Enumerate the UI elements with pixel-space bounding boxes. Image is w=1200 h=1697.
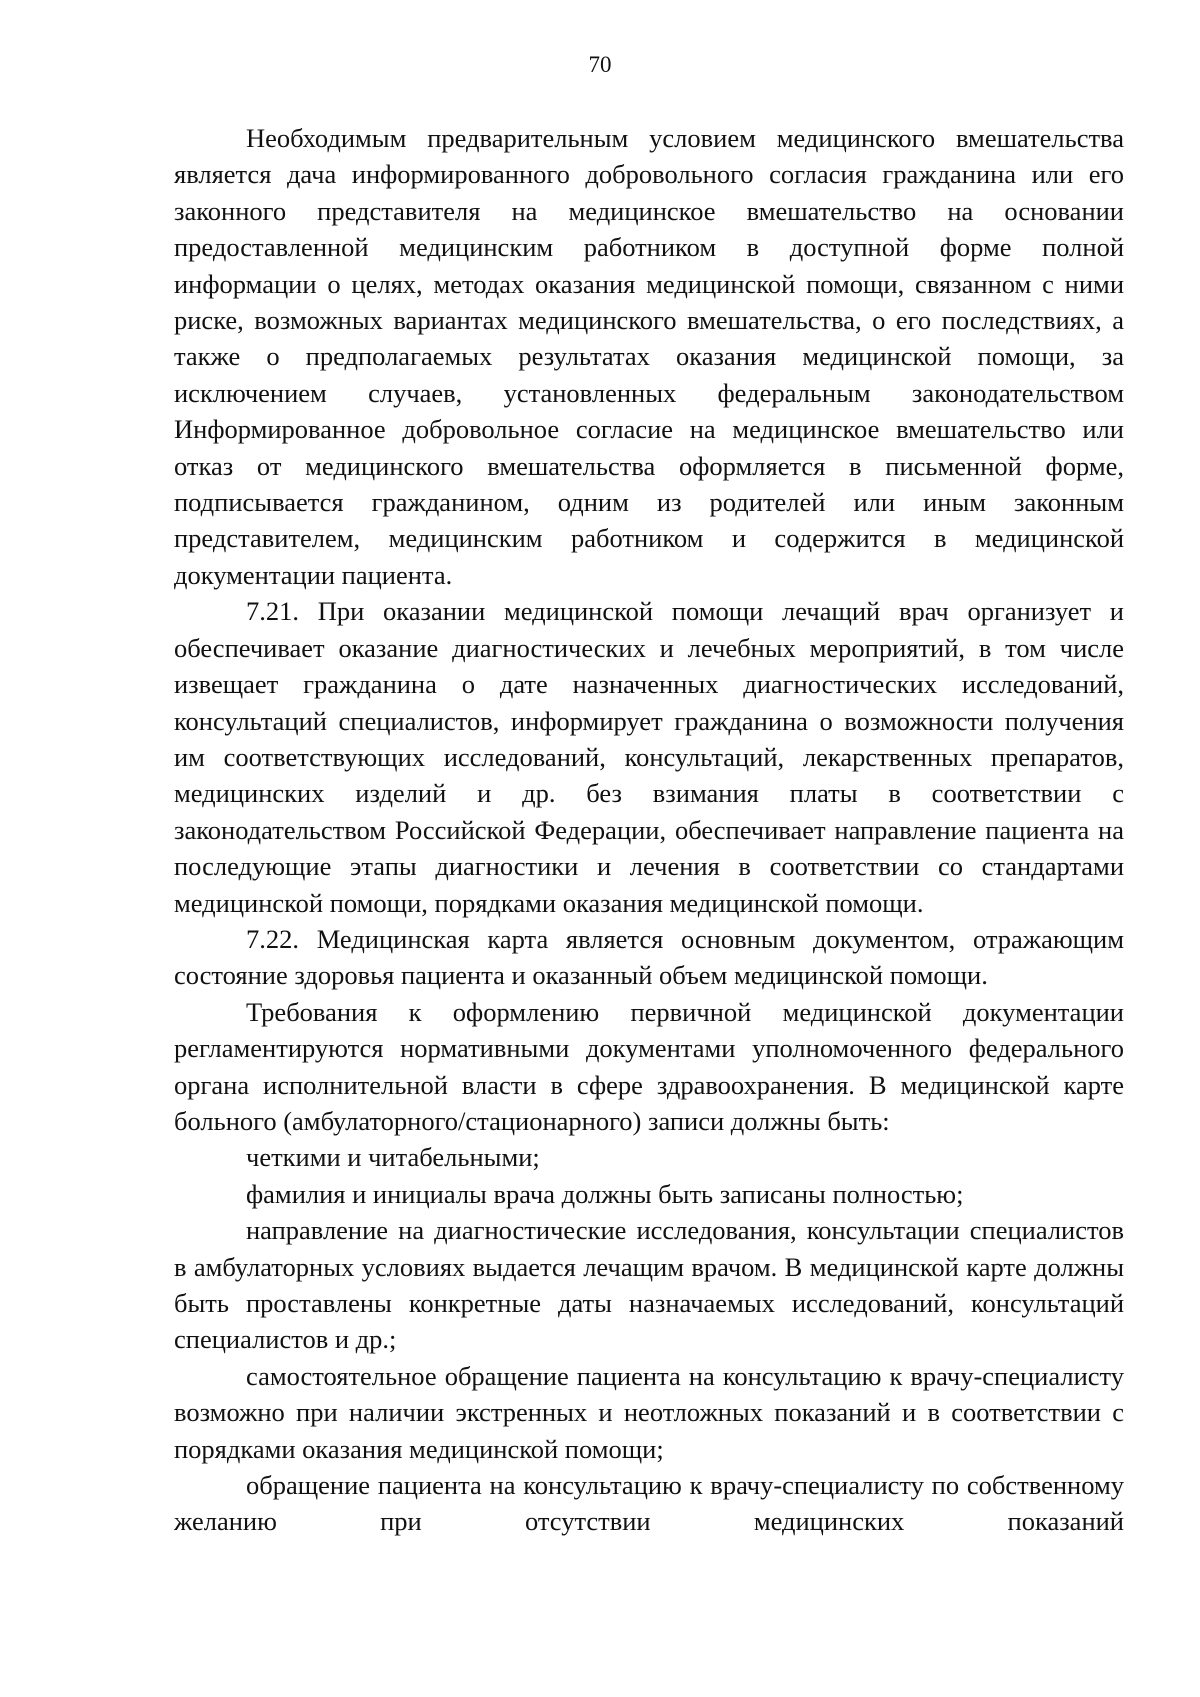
page-number: 70 (588, 52, 612, 77)
list-item-doctor-name: фамилия и инициалы врача должны быть записаны полностью; (246, 1178, 964, 1209)
paragraph-informed-consent: Необходимым предварительным условием медицинского вмешательства является дача информированного добровольного согласия гражданина или его законного представителя на медицинское вмешательство на основании предоставленной медицинским работником в доступной форме полной информации о целях, методах оказания медицинской помощи, связанном с ними риске, возможных вариантах медицинского вмешательства, о его последствиях, а также о предполагаемых результатах оказания медицинской помощи, за исключением случаев, установленных федеральным законодательством Информированное добровольное согласие на медицинское вмешательство или отказ от медицинского вмешательства оформляется в письменной форме, подписывается гражданином, одним из родителей или иным законным представителем, медицинским работником и содержится в медицинской документации пациента. (174, 123, 1124, 590)
list-item-legible: четкими и читабельными; (246, 1142, 540, 1173)
list-item-referral: направление на диагностические исследования, консультации специалистов в амбулаторных условиях выдается лечащим врачом. В медицинской карте должны быть проставлены конкретные даты назначаемых исследований, консультаций специалистов и др.; (174, 1215, 1124, 1355)
paragraph-7-22: 7.22. Медицинская карта является основным документом, отражающим состояние здоровья пациента и оказанный объем медицинской помощи. (174, 923, 1124, 991)
document-body (174, 120, 1124, 1540)
paragraph-7-21: 7.21. При оказании медицинской помощи лечащий врач организует и обеспечивает оказание диагностических и лечебных мероприятий, в том числе извещает гражданина о дате назначенных диагностических исследований, консультаций специалистов, информирует гражданина о возможности получения им соответствующих исследований, консультаций, лекарственных препаратов, медицинских изделий и др. без взимания платы в соответствии с законодательством Российской Федерации, обеспечивает направление пациента на последующие этапы диагностики и лечения в соответствии со стандартами медицинской помощи, порядками оказания медицинской помощи. (174, 596, 1124, 918)
list-item-own-request: обращение пациента на консультацию к врачу-специалисту по собственному желанию при отсутствии медицинских показаний (174, 1470, 1124, 1537)
paragraph-documentation-requirements: Требования к оформлению первичной медицинской документации регламентируются нормативными документами уполномоченного федерального органа исполнительной власти в сфере здравоохранения. В медицинской карте больного (амбулаторного/стационарного) записи должны быть: (174, 996, 1124, 1136)
list-item-self-referral: самостоятельное обращение пациента на консультацию к врачу-специалисту возможно при наличии экстренных и неотложных показаний и в соответствии с порядками оказания медицинской помощи; (174, 1360, 1124, 1464)
